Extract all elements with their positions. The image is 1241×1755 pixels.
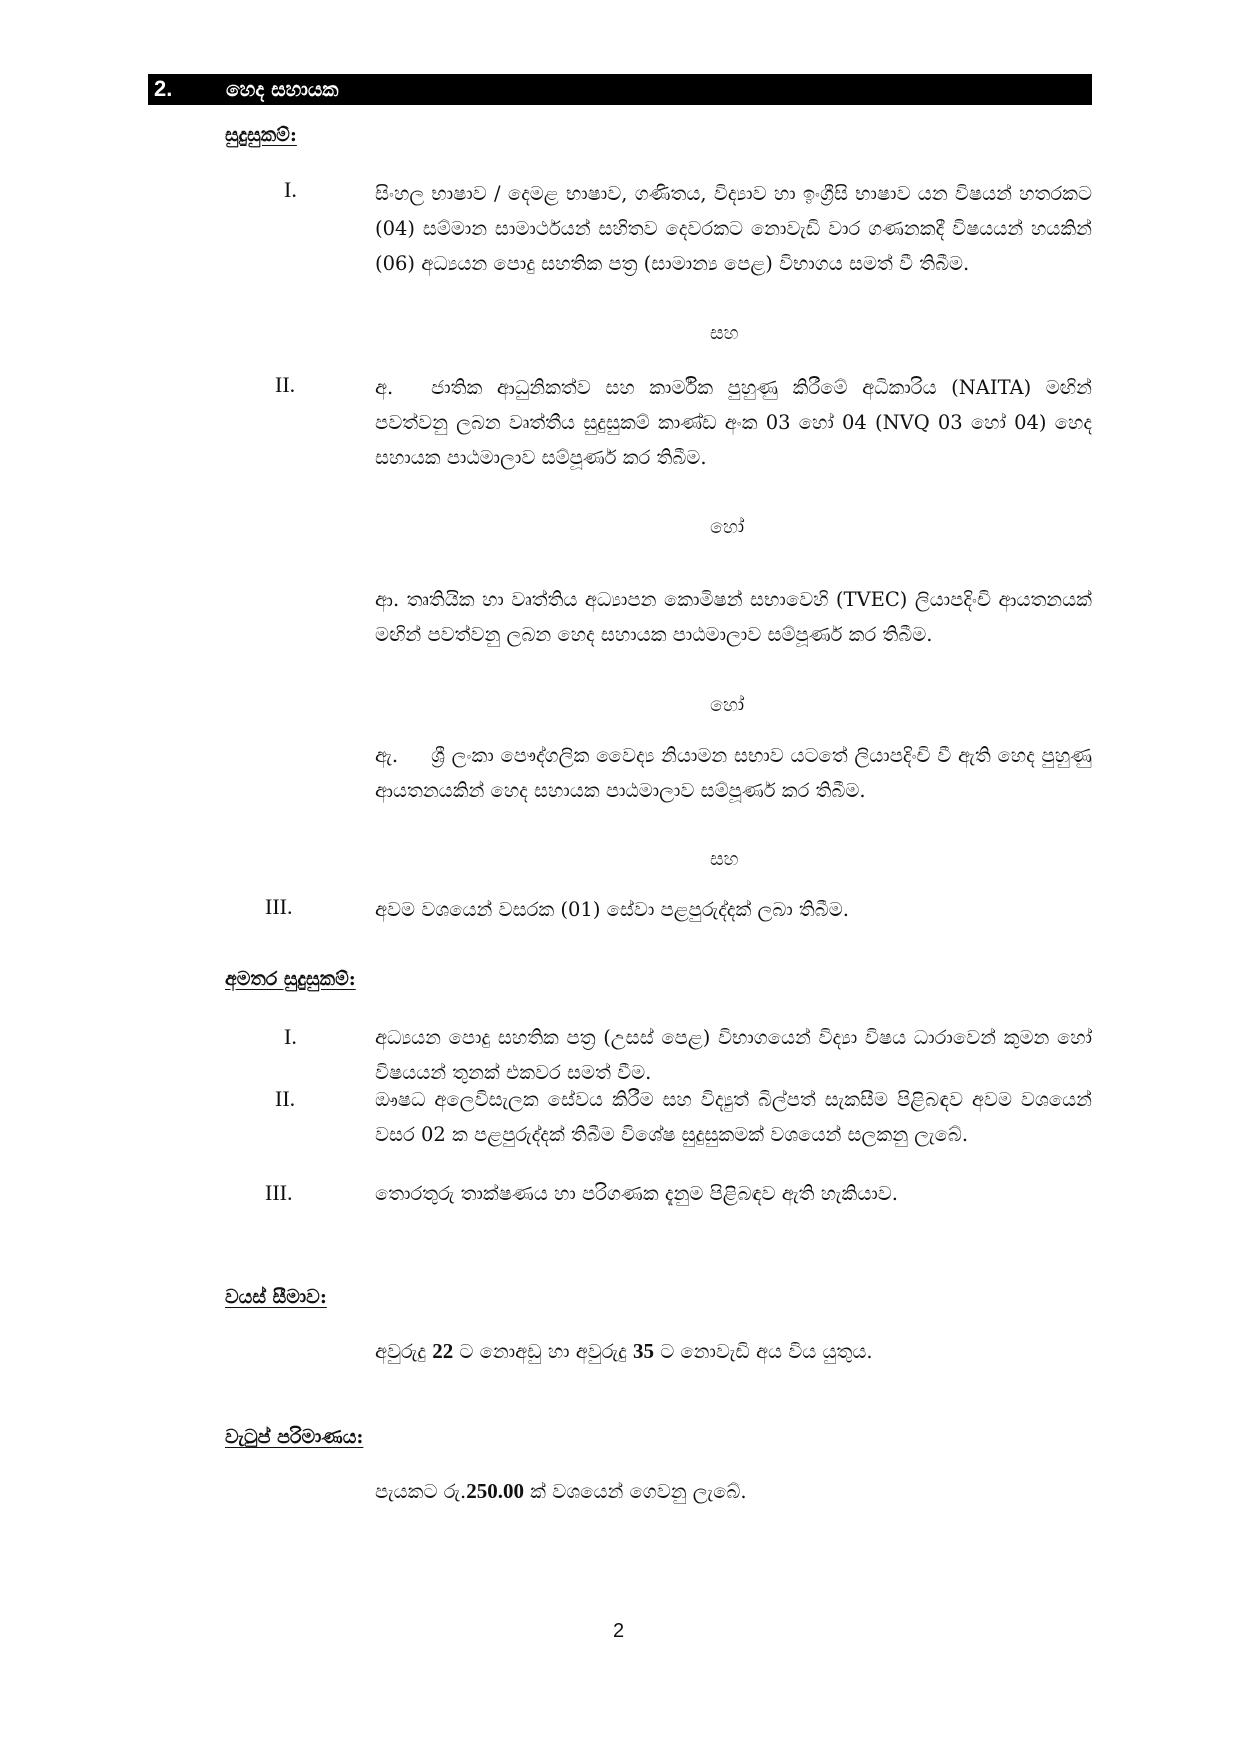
additional-1-numeral: I. — [284, 1024, 297, 1049]
age-min: 22 — [432, 1339, 454, 1363]
qualification-2ae-text: ශ්‍රී ලංකා පෞද්ගලික වෛද්‍ය නියාමන සභාව යටතේ ලියාපදිංචි වී ඇති හෙද පුහුණු ආයතනයකින් හෙද සහායක පාඨමාලාව සම්පූර්ණ කර තිබීම. — [375, 744, 1092, 802]
qualification-3-text: අවම වශයෙන් වසරක (01) සේවා පළපුරුද්දක් ලබා තිබීම. — [375, 898, 849, 921]
additional-1-text: අධ්‍යයන පොදු සහතික පත්‍ර (උසස් පෙළ) විභාගයෙන් විද්‍යා විෂය ධාරාවෙන් කුමන හෝ විෂයයන් තුනක් එකවර සමත් වීම. — [375, 1026, 1092, 1084]
conjunction-and-2: සහ — [710, 848, 739, 870]
salary-pre: පැයකට රු. — [375, 1480, 467, 1503]
qualification-2aa-label: ආ. — [375, 588, 400, 611]
additional-2-numeral: II. — [275, 1086, 296, 1111]
section-number: 2. — [154, 76, 173, 101]
qualification-2a-text: ජාතික ආධුනිකත්ව සහ කාර්මික පුහුණු කිරීමේ අධිකාරිය (NAITA) මඟින් පවත්වනු ලබන වෘත්තීය සුදුසුකම් කාණ්ඩ අංක 03 හෝ 04 (NVQ 03 හෝ 04) හෙද සහායක පාඨමාලාව සම්පූර්ණ කර තිබීම. — [375, 376, 1092, 469]
conjunction-or-2: හෝ — [710, 694, 745, 716]
age-limit-text — [375, 1334, 873, 1369]
additional-3-numeral: III. — [265, 1180, 293, 1205]
additional-qualifications-title: අමතර සුදුසුකම්: — [225, 968, 356, 990]
qualification-2ae-label: ඇ. — [375, 744, 399, 767]
qualification-1-numeral: I. — [284, 177, 297, 202]
qualification-2aa-text: තෘතියික හා වෘත්තිය අධ්‍යාපන කොමිෂන් සභාවෙහි (TVEC) ලියාපදිංචි ආයතනයක් මඟින් පවත්වනු ලබන හෙද සහායක පාඨමාලාව සම්පූර්ණ කර තිබීම. — [375, 588, 1092, 646]
salary-amount: 250.00 — [466, 1479, 524, 1503]
additional-3-text: තොරතුරු තාක්ෂණය හා පරිගණක දැනුම පිළිබඳව ඇති හැකියාව. — [375, 1182, 898, 1205]
section-title: හෙද සහායක — [226, 77, 339, 101]
qualification-1-text: සිංහල භාෂාව / දෙමළ භාෂාව, ගණිතය, විද්‍යාව හා ඉංග්‍රීසි භාෂාව යන විෂයන් හතරකට (04) සම්මාන සාමාර්ථයන් සහිතව දෙවරකට නොවැඩි වාර ගණනකදී විෂයයන් හයකින් (06) අධ්‍යයන පොදු සහතික පත්‍ර (සාමාන්‍ය පෙළ) විභාගය සමත් වී තිබීම. — [375, 182, 1092, 275]
page-number: 2 — [613, 1620, 625, 1642]
age-mid: ට නොඅඩු හා අවුරුදු — [459, 1340, 627, 1363]
age-post: ට නොවැඩි අය විය යුතුය. — [660, 1340, 873, 1363]
age-limit-title: වයස් සීමාව: — [225, 1286, 327, 1308]
qualifications-title: සුදුසුකම්: — [225, 124, 297, 146]
conjunction-or-1: හෝ — [710, 516, 745, 538]
qualification-3-numeral: III. — [265, 894, 293, 919]
qualification-2-numeral: II. — [275, 372, 296, 397]
qualification-2a — [375, 370, 1092, 475]
qualification-2ae — [375, 738, 1092, 808]
section-heading-bar — [148, 74, 1092, 105]
salary-post: ක් වශයෙන් ගෙවනු ලැබේ. — [530, 1480, 747, 1503]
salary-text — [375, 1474, 747, 1509]
additional-2-text: ඖෂධ අලෙවිසැලක සේවය කිරීම සහ විද්‍යුත් බිල්පත් සැකසීම පිළිබඳව අවම වශයෙන් වසර 02 ක පළපුරුද්දක් තිබීම විශේෂ සුදුසුකමක් වශයෙන් සලකනු ලැබේ. — [375, 1088, 1092, 1146]
age-pre: අවුරුදු — [375, 1340, 426, 1363]
conjunction-and-1: සහ — [710, 322, 739, 344]
qualification-2a-label: අ. — [375, 376, 394, 399]
qualification-2aa — [375, 582, 1092, 652]
age-max: 35 — [632, 1339, 654, 1363]
salary-scale-title: වැටුප් පරිමාණය: — [225, 1426, 364, 1448]
